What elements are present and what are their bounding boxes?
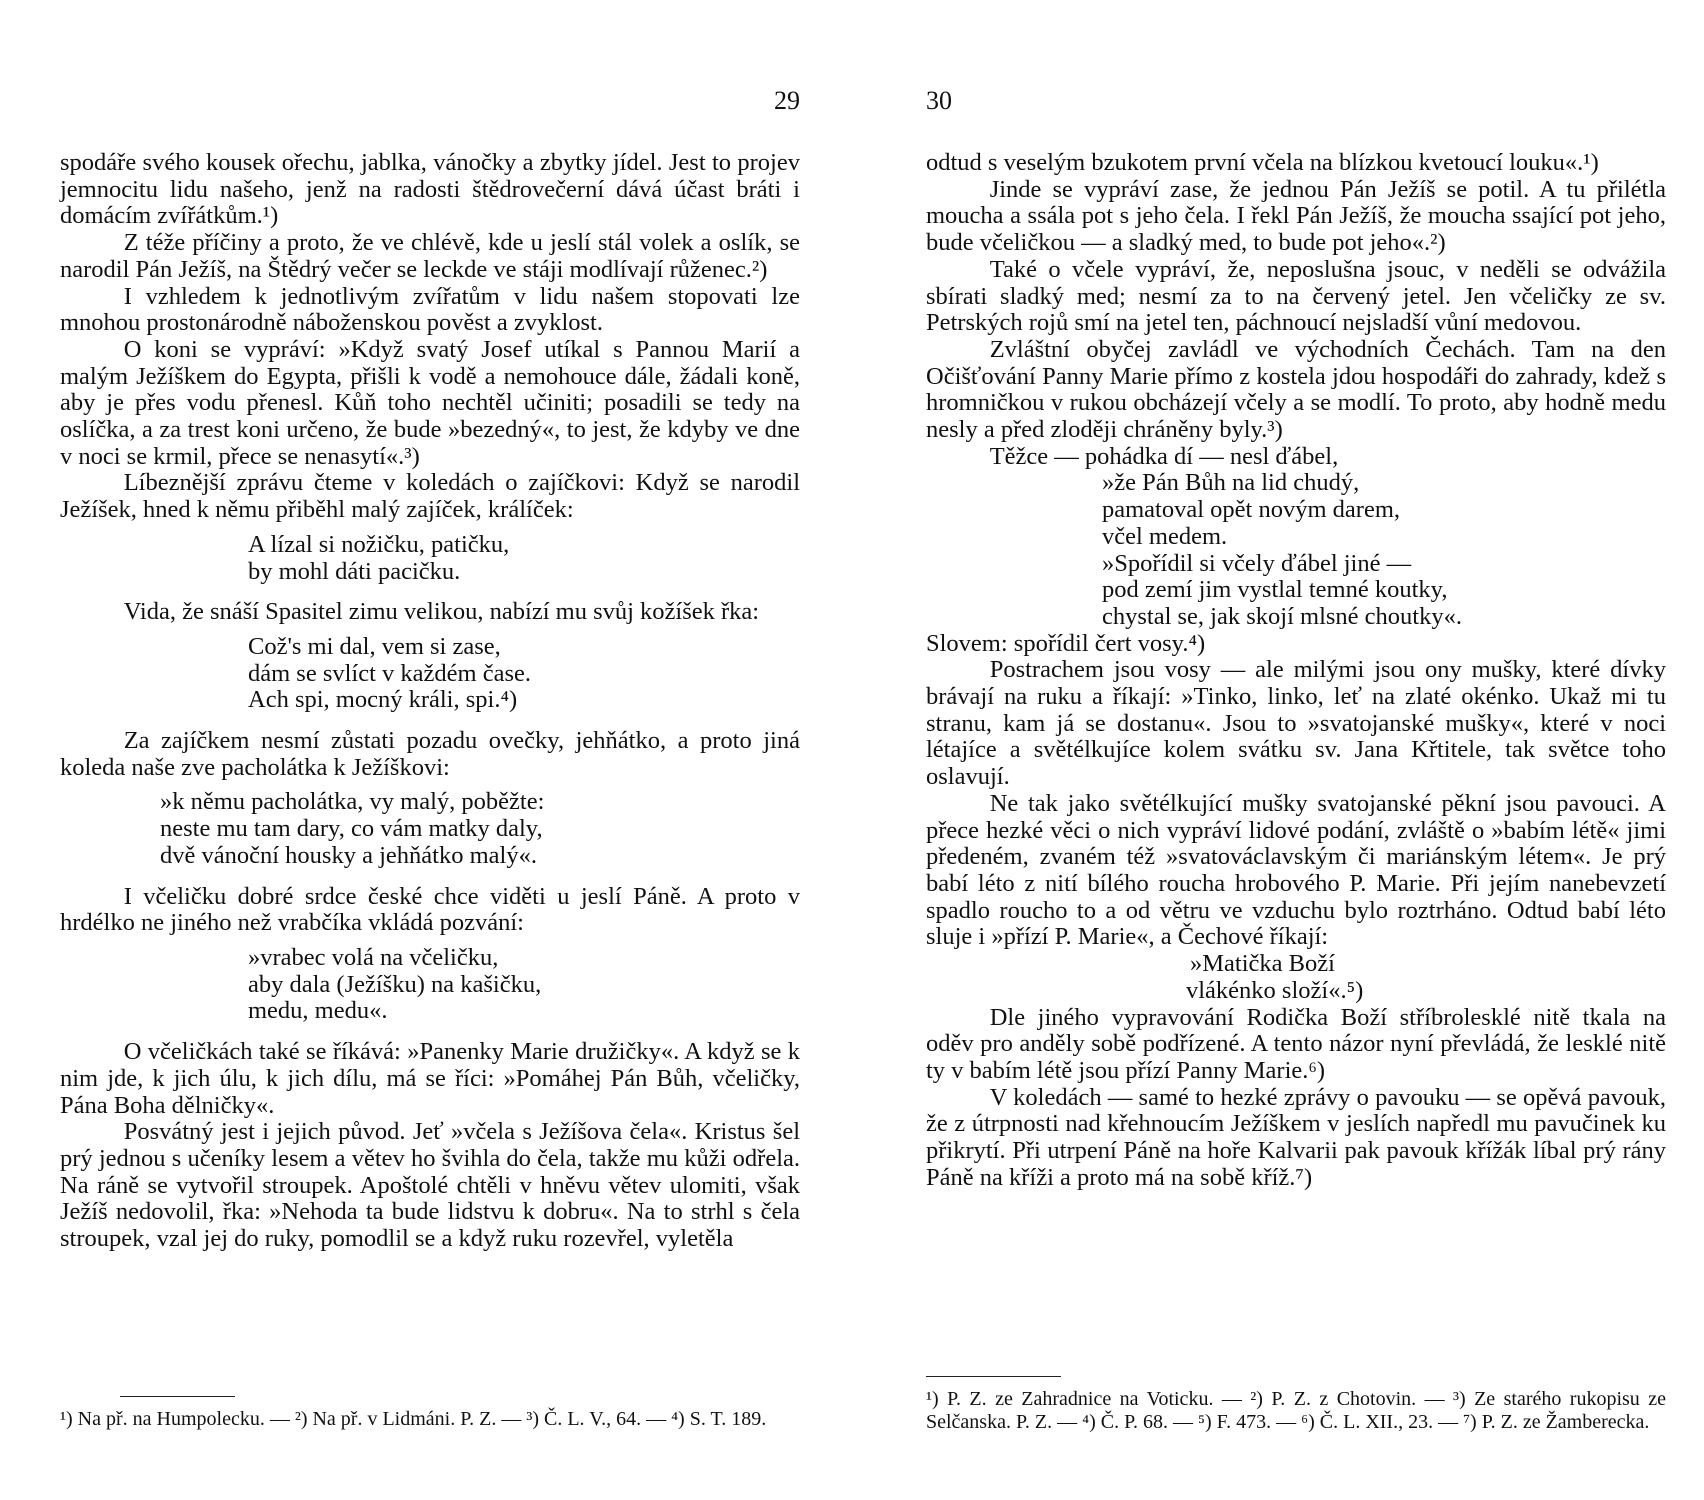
paragraph: Zvláštní obyčej zavládl ve východních Čechách. Tam na den Očišťování Panny Marie přímo z kostela jdou hospodáři do zahrady, kdež s hromničkou v rukou obcházejí včely a se modlí. To proto, aby hodně medu nesly a před zloději chráněny byly.³) [926,335,1666,444]
right-page [926,0,1666,1500]
verse-line: »vrabec volá na včeličku, [248,943,499,971]
verse-line: by mohl dáti pacičku. [248,557,461,585]
paragraph: I včeličku dobré srdce české chce viděti u jeslí Páně. A proto v hrdélko ne jiného než vrabčíka vkládá pozvání: [60,882,800,937]
paragraph: Vida, že snáší Spasitel zimu velikou, nabízí mu svůj kožíšek řka: [123,598,760,626]
verse-line: chystal se, jak skojí mlsné choutky«. [1102,602,1462,630]
verse [248,945,800,1025]
footnotes: ¹) Na př. na Humpolecku. — ²) Na př. v Lidmáni. P. Z. — ³) Č. L. V., 64. — ⁴) S. T. 189. [60,1408,767,1430]
page-number: 30 [926,86,952,115]
footnote-rule [120,1396,235,1397]
verse-line: medu, medu«. [248,997,388,1025]
verse-line: A lízal si nožičku, patičku, [248,530,510,558]
verse [248,532,800,585]
paragraph: O koni se vypráví: »Když svatý Josef utíkal s Pannou Marií a malým Ježíškem do Egypta, přišli k vodě a nemohouce dále, žádali koně, aby je přes vodu přenesl. Kůň toho nechtěl učiniti; posadili se tedy na oslíčka, a za trest koni určeno, že bude »bezedný«, to jest, že kdyby ve dne v noci se krmil, přece se nenasytí«.³) [60,335,800,470]
paragraph: spodáře svého kousek ořechu, jablka, vánočky a zbytky jídel. Jest to projev jemnocitu lidu našeho, jenž na radosti štědrovečerní dává účast bráti i domácím zvířátkům.¹) [60,149,800,230]
paragraph: Ne tak jako světélkující mušky svatojanské pěkní jsou pavouci. A přece hezké věci o nich vypráví lidové podání, zvláště o »babím létě« jimi předeném, zvaném též »svatováclavským či mariánským létem«. Je prý babí léto z nití bílého roucha hrobového P. Marie. Při jejím nanebevzetí spadlo roucho to a od větru ve vzduchu bylo roztrháno. Odtud babí léto sluje i »přízí P. Marie«, a Čechové říkají: [926,789,1666,951]
paragraph: Posvátný jest i jejich původ. Jeť »včela s Ježíšova čela«. Kristus šel prý jednou s učeníky lesem a větev ho švihla do čela, takže mu kůži odřela. Na ráně se vytvořil stroupek. Apoštolé chtěli v hněvu větev ulomiti, však Ježíš nedovolil, řka: »Nehoda ta bude lidstvu k dobru«. Na to strhl s čela stroupek, vzal jej do ruky, pomodlil se a když ruku rozevřel, vyletěla [60,1118,800,1253]
paragraph: Jinde se vypráví zase, že jednou Pán Ježíš se potil. A tu přilétla moucha a ssála pot s jeho čela. I řekl Pán Ježíš, že moucha ssající pot jeho, bude včeličkou — a sladký med, to bude pot jeho«.²) [926,175,1666,257]
verse [160,789,800,869]
verse-line: vlákénko složí«.⁵) [1186,976,1364,1004]
paragraph: Dle jiného vypravování Rodička Boží stříbrolesklé nitě tkala na oděv pro anděly sobě podřízené. A tento názor nyní převládá, že lesklé nitě ty v babím létě jsou přízí Panny Marie.⁶) [926,1003,1666,1084]
page-number: 29 [774,86,800,115]
paragraph: Slovem: spořídil čert vosy.⁴) [926,629,1206,657]
paragraph: Za zajíčkem nesmí zůstati pozadu ovečky, jehňátko, a proto jiná koleda naše zve pacholátka k Ježíškovi: [60,727,800,781]
verse-line: Což's mi dal, vem si zase, [248,632,501,660]
verse [248,634,800,714]
verse-line: včel medem. [1102,522,1228,550]
left-page [60,0,800,1500]
footnote-rule [926,1376,1061,1377]
verse-line: pamatoval opět novým darem, [1102,496,1400,524]
verse-line: »Spořídil si včely ďábel jiné — [1102,549,1412,577]
paragraph: O včeličkách také se říkává: »Panenky Marie družičky«. A když se k nim jde, k jich úlu, k jich dílu, má se říci: »Pomáhej Pán Bůh, včeličky, Pána Boha dělničky«. [60,1038,800,1119]
verse-line: »Matička Boží [1190,950,1335,978]
page-text [60,150,800,1253]
verse-line: pod zemí jim vystlal temné koutky, [1102,576,1448,604]
verse-line: dvě vánoční housky a jehňátko malý«. [160,841,537,869]
verse [1102,470,1666,630]
verse-line: neste mu tam dary, co vám matky daly, [160,815,543,843]
verse-line: Ach spi, mocný králi, spi.⁴) [248,686,518,714]
verse [1186,950,1666,1004]
paragraph: Postrachem jsou vosy — ale milými jsou ony mušky, které dívky brávají na ruku a říkají: »Tinko, linko, leť na zlaté okénko. Ukaž mi tu stranu, kam já se dostanu«. Jsou to »svatojanské mušky«, které v noci létajíce a světélkujíce kolem svátku sv. Jana Křtitele, tak světce toho oslavují. [926,656,1666,791]
paragraph: odtud s veselým bzukotem první včela na blízkou kvetoucí louku«.¹) [926,149,1599,176]
verse-line: aby dala (Ježíšku) na kašičku, [248,970,542,998]
verse-line: »k němu pacholátka, vy malý, poběžte: [160,788,545,816]
paragraph: I vzhledem k jednotlivým zvířatům v lidu našem stopovati lze mnohou prostonárodně náboženskou pověst a zvyklost. [60,282,800,337]
paragraph: Líbeznější zprávu čteme v koledách o zajíčkovi: Když se narodil Ježíšek, hned k němu přiběhl malý zajíček, králíček: [60,469,800,524]
footnotes: ¹) P. Z. ze Zahradnice na Voticku. — ²) P. Z. z Chotovin. — ³) Ze starého rukopisu ze Selčanska. P. Z. — ⁴) Č. P. 68. — ⁵) F. 473. — ⁶) Č. L. XII., 23. — ⁷) P. Z. ze Žamberecka. [926,1388,1666,1433]
verse-line: dám se svlíct v každém čase. [248,659,532,687]
paragraph: Z téže příčiny a proto, že ve chlévě, kde u jeslí stál volek a oslík, se narodil Pán Ježíš, na Štědrý večer se leckde ve stáji modlívají růženec.²) [60,229,800,283]
paragraph: V koledách — samé to hezké zprávy o pavouku — se opěvá pavouk, že z útrpnosti nad křehnoucím Ježíškem v jeslích napředl mu pavučinek ku přikrytí. Při utrpení Páně na hoře Kalvarii pak pavouk křížák líbal prý rány Páně na kříži a proto má na sobě kříž.⁷) [926,1083,1666,1191]
paragraph: Také o včele vypráví, že, neposlušna jsouc, v neděli se odvážila sbírati sladký med; nesmí za to na červený jetel. Jen včeličky ze sv. Petrských rojů smí na jetel ten, páchnoucí nejsladší vůní medovou. [926,255,1666,337]
verse-first-line: Těžce — pohádka dí — nesl ďábel, [989,442,1339,470]
page-text [926,150,1666,1191]
verse-line: »že Pán Bůh na lid chudý, [1102,469,1360,497]
